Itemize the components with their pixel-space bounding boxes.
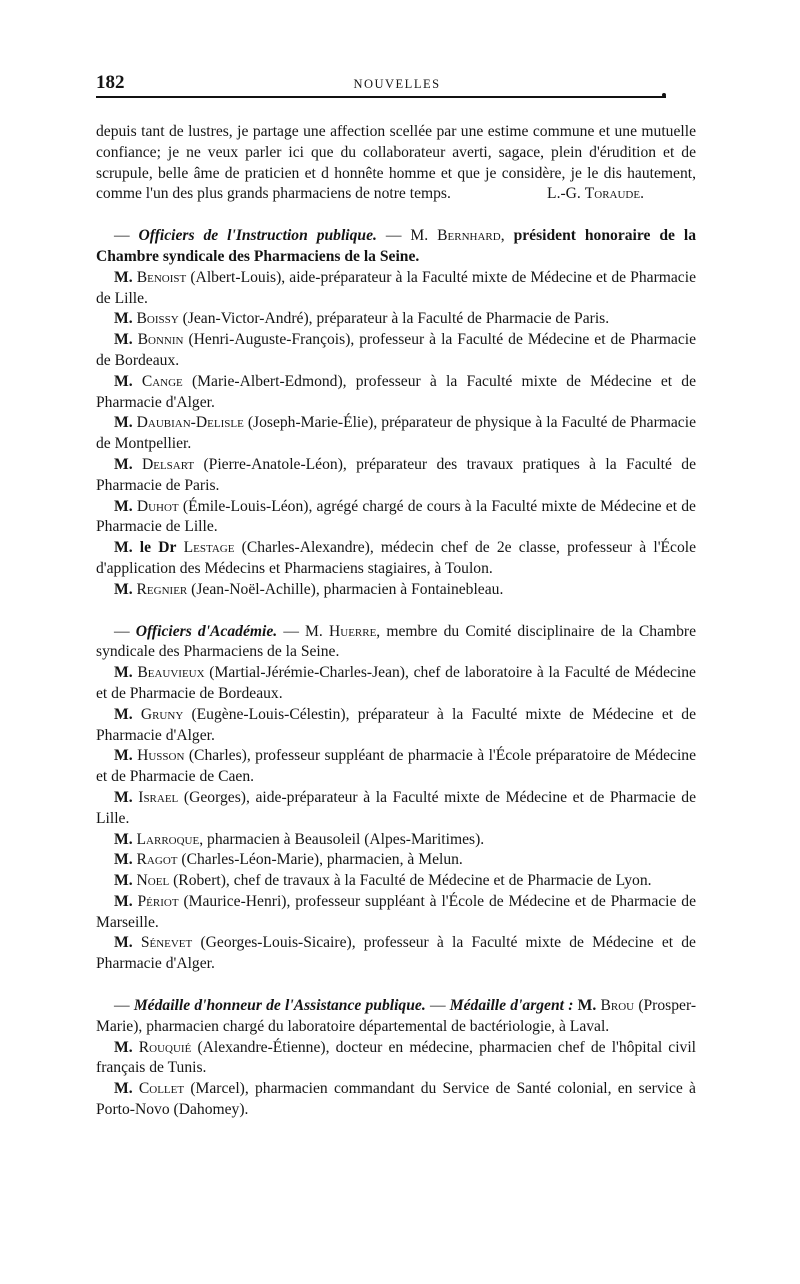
entry-name: Boissy — [136, 310, 179, 328]
section-gap — [96, 205, 696, 226]
instruction-lead-text: président honoraire de la Chambre syndicale des Pharmaciens de la Seine. — [96, 227, 697, 265]
list-item — [96, 933, 696, 975]
entry-name: Lestage — [183, 539, 235, 557]
entry-text: (Jean-Noël-Achille), pharmacien à Fontainebleau. — [191, 580, 504, 598]
list-item — [96, 1079, 696, 1121]
entry-name: Ragot — [136, 851, 178, 869]
entry-title: M. — [114, 414, 133, 432]
header-rule — [96, 96, 666, 98]
intro-text: depuis tant de lustres, je partage une affection scellée par une estime commune et une mutuelle confiance; je ne veux parler ici que du collaborateur averti, sagace, plein d'érudition et de scrupule, belle âme de praticien et d honnête homme et que je considère, je le dis hautement, comme l'un des plus grands pharmaciens de notre temps. — [96, 123, 696, 203]
entry-name: Delsart — [141, 455, 195, 473]
entry-text: (Henri-Auguste-François), professeur à la Faculté de Médecine et de Pharmacie de Bordeaux. — [96, 331, 697, 369]
entry-title: M. — [114, 372, 133, 390]
entry-text: (Charles-Léon-Marie), pharmacien, à Melun. — [181, 851, 463, 869]
list-item — [96, 892, 696, 934]
list-item — [96, 413, 696, 455]
instruction-lead — [96, 226, 696, 268]
assistance-lead-m: M. — [577, 997, 597, 1015]
entry-title: M. — [114, 851, 133, 869]
entry-name: Larroque, — [136, 830, 204, 848]
entry-title: M. — [114, 1080, 133, 1098]
entry-title: M. — [114, 497, 133, 515]
entry-name: Gruny — [140, 705, 184, 723]
academie-lead — [96, 622, 696, 664]
instruction-sep: — M. — [385, 227, 429, 245]
list-item — [96, 372, 696, 414]
entry-name: Husson — [137, 747, 185, 765]
entry-name: Benoist — [136, 268, 187, 286]
list-item — [96, 830, 696, 851]
page-header — [96, 72, 698, 94]
entry-text: (Pierre-Anatole-Léon), préparateur des travaux pratiques à la Faculté de Pharmacie de Paris. — [96, 455, 696, 494]
entry-text: (Charles-Alexandre), médecin chef de 2e classe, professeur à l'École d'application des Médecins et Pharmaciens stagiaires, à Toulon. — [96, 539, 697, 577]
entry-name: Rouquié — [138, 1038, 192, 1056]
entry-title: M. — [114, 747, 133, 765]
section-gap — [96, 975, 696, 996]
entry-title: M. — [114, 310, 133, 328]
intro-paragraph — [96, 122, 696, 205]
entry-text: (Georges-Louis-Sicaire), professeur à la Faculté mixte de Médecine et de Pharmacie d'Alger. — [96, 934, 696, 973]
list-item — [96, 663, 696, 705]
assistance-lead-text: (Prosper-Marie), pharmacien chargé du laboratoire départemental de bactériologie, à Laval. — [96, 997, 697, 1035]
list-item — [96, 705, 696, 747]
entry-text: (Marie-Albert-Edmond), professeur à la Faculté mixte de Médecine et de Pharmacie d'Alger. — [96, 372, 696, 411]
entry-text: (Émile-Louis-Léon), agrégé chargé de cours à la Faculté mixte de Médecine et de Pharmacie de Lille. — [96, 497, 696, 536]
list-item — [96, 538, 696, 580]
assistance-title: Médaille d'honneur de l'Assistance publique. — [133, 997, 426, 1015]
signature — [547, 184, 644, 205]
assistance-lead-name: Brou — [600, 997, 635, 1015]
academie-title: Officiers d'Académie. — [135, 622, 278, 640]
list-item — [96, 1038, 696, 1080]
entry-title: M. — [114, 934, 133, 952]
header-rule-dot — [662, 93, 666, 97]
entry-title: M. le Dr — [114, 539, 177, 557]
list-item — [96, 788, 696, 830]
entry-title: M. — [114, 1038, 133, 1056]
entry-title: M. — [114, 705, 133, 723]
entry-title: M. — [114, 664, 133, 682]
entry-title: M. — [114, 455, 133, 473]
page-body — [96, 122, 696, 1121]
entry-title: M. — [114, 892, 133, 910]
entry-title: M. — [114, 872, 133, 890]
list-item — [96, 330, 696, 372]
academie-sep: — M. — [283, 622, 323, 640]
entry-name: Bonnin — [137, 331, 184, 349]
assistance-sep: — — [429, 997, 446, 1015]
section-gap — [96, 601, 696, 622]
entry-text: (Charles), professeur suppléant de pharmacie à l'École préparatoire de Médecine et de Pharmacie de Caen. — [96, 747, 697, 786]
academie-lead-text: membre du Comité disciplinaire de la Chambre syndicale des Pharmaciens de la Seine. — [96, 622, 697, 661]
list-item — [96, 871, 696, 892]
entry-name: Noel — [136, 872, 170, 890]
entry-text: (Robert), chef de travaux à la Faculté de Médecine et de Pharmacie de Lyon. — [173, 872, 652, 890]
assistance-list — [96, 1038, 696, 1121]
entry-title: M. — [114, 788, 133, 806]
entry-name: Périot — [137, 892, 179, 910]
entry-name: Regnier — [136, 580, 188, 598]
assistance-lead — [96, 996, 696, 1038]
list-item — [96, 580, 696, 601]
list-item — [96, 268, 696, 310]
entry-text: (Albert-Louis), aide-préparateur à la Faculté mixte de Médecine et de Pharmacie de Lille. — [96, 268, 696, 307]
list-item — [96, 746, 696, 788]
academie-lead-name: Huerre, — [328, 622, 381, 640]
assistance-dash: — — [114, 997, 130, 1015]
entry-name: Daubian-Delisle — [136, 414, 244, 432]
entry-text: (Joseph-Marie-Élie), préparateur de physique à la Faculté de Pharmacie de Montpellier. — [96, 414, 696, 453]
entry-text: (Georges), aide-préparateur à la Faculté mixte de Médecine et de Pharmacie de Lille. — [96, 788, 697, 827]
entry-name: Beauvieux — [137, 664, 205, 682]
list-item — [96, 455, 696, 497]
entry-title: M. — [114, 830, 133, 848]
instruction-title: Officiers de l'Instruction publique. — [138, 227, 377, 245]
list-item — [96, 309, 696, 330]
entry-name: Sénevet — [140, 934, 193, 952]
entry-text: (Maurice-Henri), professeur suppléant à l'École de Médecine et de Pharmacie de Marseille. — [96, 892, 696, 931]
instruction-lead-name: Bernhard, — [437, 227, 505, 245]
running-head: NOUVELLES — [353, 77, 441, 91]
entry-name: Collet — [138, 1080, 185, 1098]
entry-name: Cange — [141, 372, 183, 390]
list-item — [96, 497, 696, 539]
list-item — [96, 850, 696, 871]
entry-text: pharmacien à Beausoleil (Alpes-Maritimes). — [207, 830, 485, 848]
assistance-subtitle: Médaille d'argent : — [449, 997, 574, 1015]
academie-list — [96, 663, 696, 975]
entry-title: M. — [114, 580, 133, 598]
entry-text: (Martial-Jérémie-Charles-Jean), chef de laboratoire à la Faculté de Médecine et de Pharmacie de Bordeaux. — [96, 664, 696, 702]
academie-dash: — — [114, 622, 130, 640]
entry-name: Duhot — [136, 497, 179, 515]
signature-name: Toraude. — [584, 185, 644, 203]
entry-text: (Eugène-Louis-Célestin), préparateur à la Faculté mixte de Médecine et de Pharmacie d'Alger. — [96, 705, 696, 744]
page-number: 182 — [96, 72, 125, 93]
entry-title: M. — [114, 331, 133, 349]
entry-name: Israel — [138, 788, 179, 806]
instruction-dash: — — [114, 227, 130, 245]
instruction-list — [96, 268, 696, 601]
entry-text: (Alexandre-Étienne), docteur en médecine, pharmacien chef de l'hôpital civil français de Tunis. — [96, 1038, 696, 1077]
entry-title: M. — [114, 268, 133, 286]
entry-text: (Marcel), pharmacien commandant du Service de Santé colonial, en service à Porto-Novo (Dahomey). — [96, 1080, 696, 1119]
signature-initials: L.-G. — [547, 185, 581, 203]
document-page — [96, 72, 698, 1119]
entry-text: (Jean-Victor-André), préparateur à la Faculté de Pharmacie de Paris. — [182, 310, 610, 328]
